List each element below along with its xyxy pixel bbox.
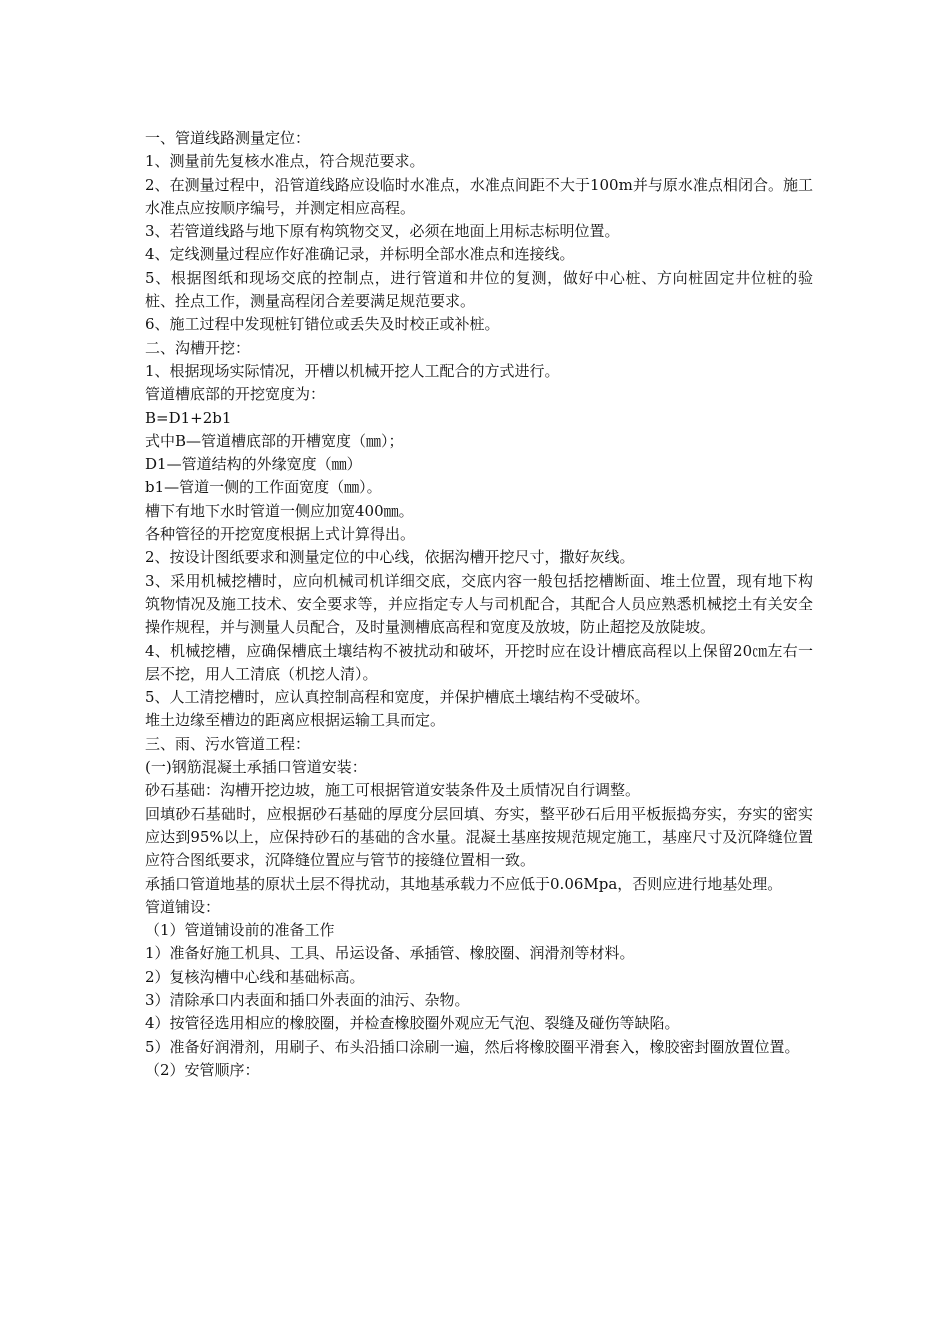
paragraph: 5、人工清挖槽时，应认真控制高程和宽度，并保护槽底土壤结构不受破坏。 <box>145 688 650 707</box>
paragraph: B=D1+2b1 <box>145 408 232 427</box>
paragraph: 式中B—管道槽底部的开槽宽度（㎜）； <box>145 431 404 450</box>
paragraph: 2、在测量过程中，沿管道线路应设临时水准点，水准点间距不大于100m并与原水准点相闭合。施工水准点应按顺序编号，并测定相应高程。 <box>145 175 813 217</box>
paragraph: 3、采用机械挖槽时，应向机械司机详细交底，交底内容一般包括挖槽断面、堆土位置，现有地下构筑物情况及施工技术、安全要求等，并应指定专人与司机配合，其配合人员应熟悉机械挖土有关安全操作规程，并与测量人员配合，及时量测槽底高程和宽度及放坡，防止超挖及放陡坡。 <box>145 571 813 637</box>
paragraph: b1—管道一侧的工作面宽度（㎜）。 <box>145 478 382 497</box>
paragraph: 管道槽底部的开挖宽度为： <box>145 385 326 404</box>
paragraph: 各种管径的开挖宽度根据上式计算得出。 <box>145 525 416 544</box>
paragraph: 5）准备好润滑剂，用刷子、布头沿插口涂刷一遍，然后将橡胶圈平滑套入，橡胶密封圈放置位置。 <box>145 1037 800 1056</box>
paragraph: 一、管道线路测量定位： <box>145 129 311 147</box>
paragraph: （1）管道铺设前的准备工作 <box>145 921 335 940</box>
paragraph: 堆土边缘至槽边的距离应根据运输工具而定。 <box>145 711 446 730</box>
paragraph: 1、测量前先复核水准点，符合规范要求。 <box>145 152 425 171</box>
paragraph: 4、定线测量过程应作好准确记录，并标明全部水准点和连接线。 <box>145 245 575 264</box>
paragraph: 二、沟槽开挖： <box>145 338 251 357</box>
paragraph: 3、若管道线路与地下原有构筑物交叉，必须在地面上用标志标明位置。 <box>145 222 620 241</box>
paragraph: 承插口管道地基的原状土层不得扰动，其地基承载力不应低于0.06Mpa，否则应进行地基处理。 <box>145 874 783 893</box>
paragraph: 3）清除承口内表面和插口外表面的油污、杂物。 <box>145 990 470 1009</box>
paragraph: 5、根据图纸和现场交底的控制点，进行管道和井位的复测，做好中心桩、方向桩固定井位桩的验桩、拴点工作，测量高程闭合差要满足规范要求。 <box>145 268 813 311</box>
paragraph: 管道铺设： <box>145 897 221 916</box>
paragraph: 2、按设计图纸要求和测量定位的中心线，依据沟槽开挖尺寸，撒好灰线。 <box>145 548 635 567</box>
paragraph: 砂石基础：沟槽开挖边坡，施工可根据管道安装条件及土质情况自行调整。 <box>145 781 641 800</box>
paragraph: （2）安管顺序： <box>145 1060 260 1079</box>
paragraph: 4、机械挖槽，应确保槽底土壤结构不被扰动和破坏，开挖时应在设计槽底高程以上保留20㎝左右一层不挖，用人工清底（机挖人清）。 <box>145 641 813 683</box>
paragraph: 1、根据现场实际情况，开槽以机械开挖人工配合的方式进行。 <box>145 361 560 380</box>
paragraph: 4）按管径选用相应的橡胶圈，并检查橡胶圈外观应无气泡、裂缝及碰伤等缺陷。 <box>145 1014 680 1033</box>
paragraph: 6、施工过程中发现桩钉错位或丢失及时校正或补桩。 <box>145 315 500 334</box>
paragraph: D1—管道结构的外缘宽度（㎜） <box>145 455 362 474</box>
document-body <box>145 127 813 1082</box>
paragraph: 回填砂石基础时，应根据砂石基础的厚度分层回填、夯实，整平砂石后用平板振捣夯实，夯实的密实应达到95%以上，应保持砂石的基础的含水量。混凝土基座按规范规定施工，基座尺寸及沉降缝位置应符合图纸要求，沉降缝位置应与管节的接缝位置相一致。 <box>145 804 813 870</box>
paragraph: 三、雨、污水管道工程： <box>145 734 311 753</box>
paragraph: (一)钢筋混凝土承插口管道安装： <box>145 758 367 777</box>
paragraph: 槽下有地下水时管道一侧应加宽400㎜。 <box>145 501 414 520</box>
paragraph: 1）准备好施工机具、工具、吊运设备、承插管、橡胶圈、润滑剂等材料。 <box>145 944 635 963</box>
paragraph: 2）复核沟槽中心线和基础标高。 <box>145 967 365 986</box>
